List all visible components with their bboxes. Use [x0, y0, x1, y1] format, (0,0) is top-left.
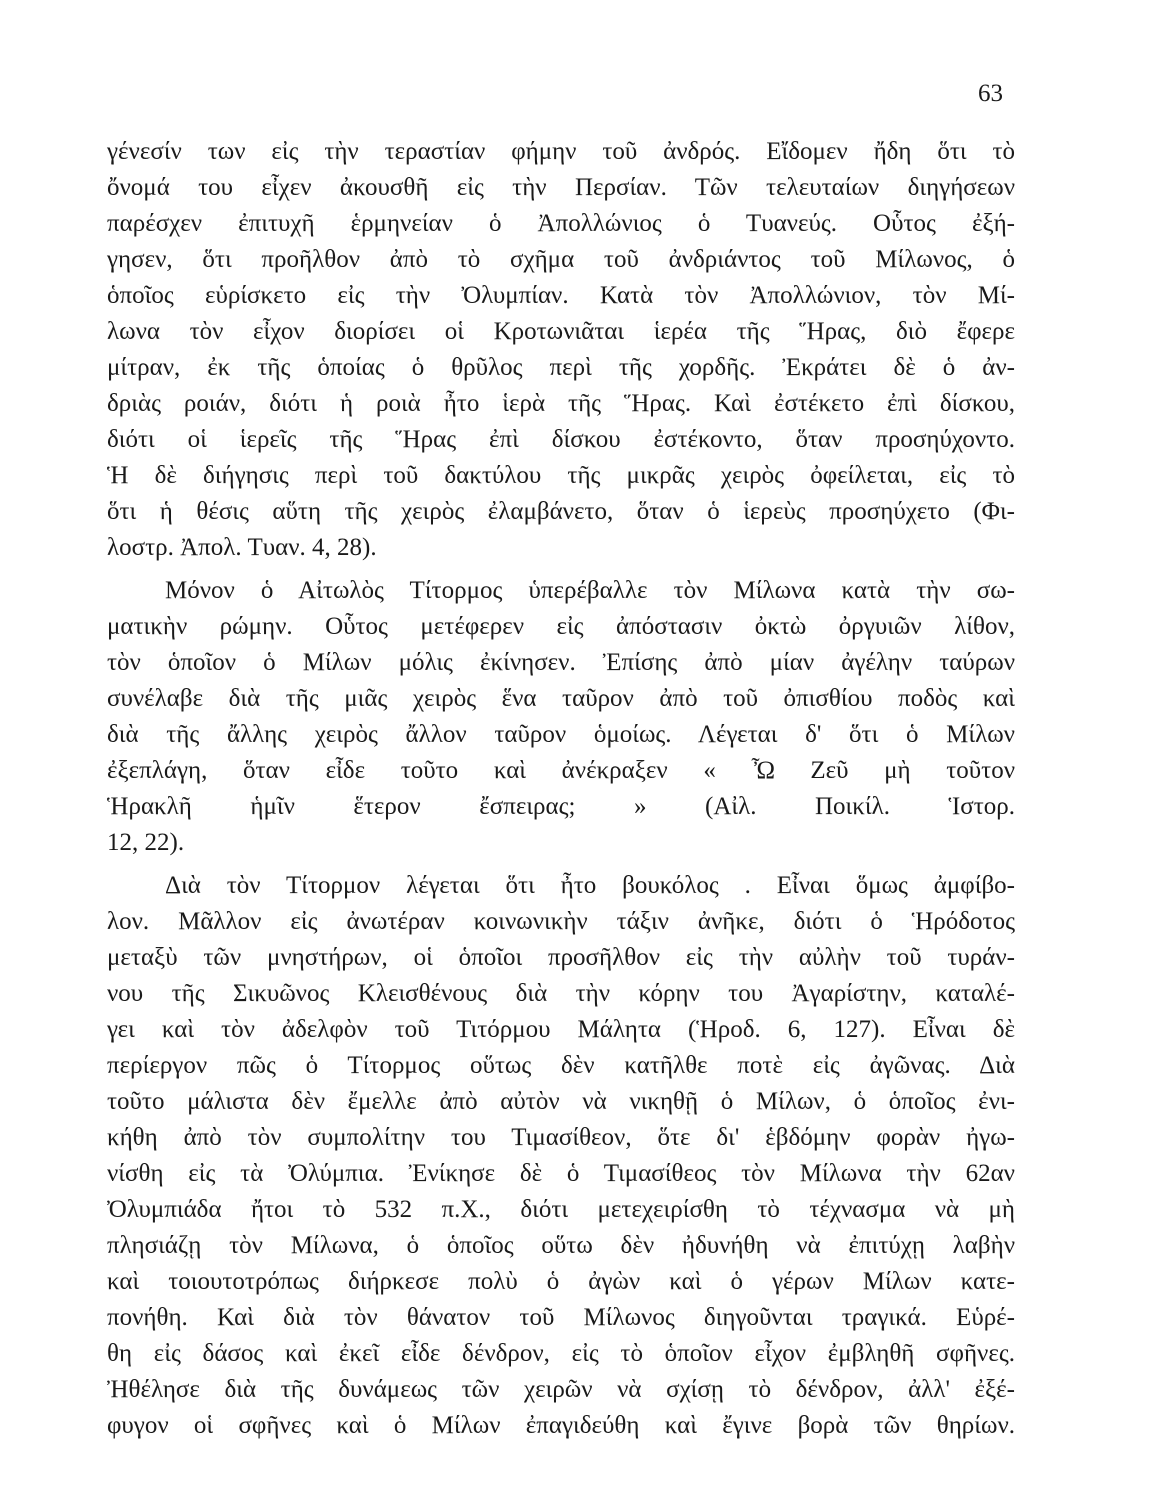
text-line: λωνα τὸν εἶχον διορίσει οἱ Κροτωνιᾶται ἱερέα τῆς Ἥρας, διὸ ἔφερε [107, 318, 1015, 345]
text-line: γησεν, ὅτι προῆλθον ἀπὸ τὸ σχῆμα τοῦ ἀνδριάντος τοῦ Μίλωνος, ὁ [107, 246, 1015, 273]
paragraph [107, 573, 1015, 861]
text-line: 12, 22). [107, 829, 185, 856]
text-line: Ἡ δὲ διήγησις περὶ τοῦ δακτύλου τῆς μικρᾶς χειρὸς ὀφείλεται, εἰς τὸ [107, 462, 1015, 489]
text-line: πονήθη. Καὶ διὰ τὸν θάνατον τοῦ Μίλωνος διηγοῦνται τραγικά. Εὑρέ- [107, 1304, 1015, 1331]
text-line: ἐξεπλάγη, ὅταν εἶδε τοῦτο καὶ ἀνέκραξεν « Ὦ Ζεῦ μὴ τοῦτον [107, 757, 1015, 784]
text-line: διὰ τῆς ἄλλης χειρὸς ἄλλον ταῦρον ὁμοίως. Λέγεται δ' ὅτι ὁ Μίλων [107, 721, 1015, 748]
text-line: κήθη ἀπὸ τὸν συμπολίτην του Τιμασίθεον, ὅτε δι' ἑβδόμην φορὰν ἠγω- [107, 1124, 1015, 1151]
text-line: περίεργον πῶς ὁ Τίτορμος οὕτως δὲν κατῆλθε ποτὲ εἰς ἀγῶνας. Διὰ [107, 1052, 1015, 1079]
text-line: Ἡρακλῆ ἡμῖν ἕτερον ἔσπειρας; » (Αἰλ. Ποικίλ. Ἱστορ. [107, 793, 1015, 820]
text-line: Ὀλυμπιάδα ἤτοι τὸ 532 π.Χ., διότι μετεχειρίσθη τὸ τέχνασμα νὰ μὴ [107, 1196, 1015, 1223]
page-number: 63 [978, 80, 1003, 107]
paragraph [107, 134, 1015, 566]
text-line: λον. Μᾶλλον εἰς ἀνωτέραν κοινωνικὴν τάξιν ἀνῆκε, διότι ὁ Ἡρόδοτος [107, 908, 1015, 935]
text-line: ματικὴν ρώμην. Οὗτος μετέφερεν εἰς ἀπόστασιν ὀκτὼ ὀργυιῶν λίθον, [107, 613, 1015, 640]
text-line: δριὰς ροιάν, διότι ἡ ροιὰ ἦτο ἱερὰ τῆς Ἥρας. Καὶ ἐστέκετο ἐπὶ δίσκου, [107, 390, 1015, 417]
text-line: τοῦτο μάλιστα δὲν ἔμελλε ἀπὸ αὐτὸν νὰ νικηθῇ ὁ Μίλων, ὁ ὁποῖος ἐνι- [107, 1088, 1015, 1115]
text-line: φυγον οἱ σφῆνες καὶ ὁ Μίλων ἐπαγιδεύθη καὶ ἔγινε βορὰ τῶν θηρίων. [107, 1412, 1015, 1439]
paragraph [107, 868, 1015, 1444]
text-line: ὅτι ἡ θέσις αὕτη τῆς χειρὸς ἐλαμβάνετο, ὅταν ὁ ἱερεὺς προσηύχετο (Φι- [107, 498, 1015, 525]
text-line: γει καὶ τὸν ἀδελφὸν τοῦ Τιτόρμου Μάλητα (Ἡροδ. 6, 127). Εἶναι δὲ [107, 1016, 1015, 1043]
text-line: νίσθη εἰς τὰ Ὀλύμπια. Ἐνίκησε δὲ ὁ Τιμασίθεος τὸν Μίλωνα τὴν 62αν [107, 1160, 1015, 1187]
text-line: λοστρ. Ἀπολ. Τυαν. 4, 28). [107, 534, 377, 561]
text-line: διότι οἱ ἱερεῖς τῆς Ἥρας ἐπὶ δίσκου ἐστέκοντο, ὅταν προσηύχοντο. [107, 426, 1015, 453]
text-line: Διὰ τὸν Τίτορμον λέγεται ὅτι ἦτο βουκόλος . Εἶναι ὅμως ἀμφίβο- [165, 872, 1015, 899]
text-line: τὸν ὁποῖον ὁ Μίλων μόλις ἐκίνησεν. Ἐπίσης ἀπὸ μίαν ἀγέλην ταύρων [107, 649, 1015, 676]
text-line: ὁποῖος εὑρίσκετο εἰς τὴν Ὀλυμπίαν. Κατὰ τὸν Ἀπολλώνιον, τὸν Μί- [107, 282, 1015, 309]
text-line: γένεσίν των εἰς τὴν τεραστίαν φήμην τοῦ ἀνδρός. Εἴδομεν ἤδη ὅτι τὸ [107, 138, 1015, 165]
text-line: μεταξὺ τῶν μνηστήρων, οἱ ὁποῖοι προσῆλθον εἰς τὴν αὐλὴν τοῦ τυράν- [107, 944, 1015, 971]
text-line: ὄνομά του εἶχεν ἀκουσθῆ εἰς τὴν Περσίαν. Τῶν τελευταίων διηγήσεων [107, 174, 1015, 201]
text-line: συνέλαβε διὰ τῆς μιᾶς χειρὸς ἕνα ταῦρον ἀπὸ τοῦ ὀπισθίου ποδὸς καὶ [107, 685, 1015, 712]
text-line: θη εἰς δάσος καὶ ἐκεῖ εἶδε δένδρον, εἰς τὸ ὁποῖον εἶχον ἐμβληθῆ σφῆνες. [107, 1340, 1015, 1367]
text-line: καὶ τοιουτοτρόπως διήρκεσε πολὺ ὁ ἀγὼν καὶ ὁ γέρων Μίλων κατε- [107, 1268, 1015, 1295]
text-line: μίτραν, ἐκ τῆς ὁποίας ὁ θρῦλος περὶ τῆς χορδῆς. Ἐκράτει δὲ ὁ ἀν- [107, 354, 1015, 381]
text-line: πλησιάζῃ τὸν Μίλωνα, ὁ ὁποῖος οὕτω δὲν ἠδυνήθη νὰ ἐπιτύχῃ λαβὴν [107, 1232, 1015, 1259]
text-line: Ἠθέλησε διὰ τῆς δυνάμεως τῶν χειρῶν νὰ σχίσῃ τὸ δένδρον, ἀλλ' ἐξέ- [107, 1376, 1015, 1403]
text-line: νου τῆς Σικυῶνος Κλεισθένους διὰ τὴν κόρην του Ἀγαρίστην, καταλέ- [107, 980, 1015, 1007]
text-line: Μόνον ὁ Αἰτωλὸς Τίτορμος ὑπερέβαλλε τὸν Μίλωνα κατὰ τὴν σω- [165, 577, 1015, 604]
page-body [107, 134, 1015, 1451]
text-line: παρέσχεν ἐπιτυχῆ ἑρμηνείαν ὁ Ἀπολλώνιος ὁ Τυανεύς. Οὗτος ἐξή- [107, 210, 1015, 237]
